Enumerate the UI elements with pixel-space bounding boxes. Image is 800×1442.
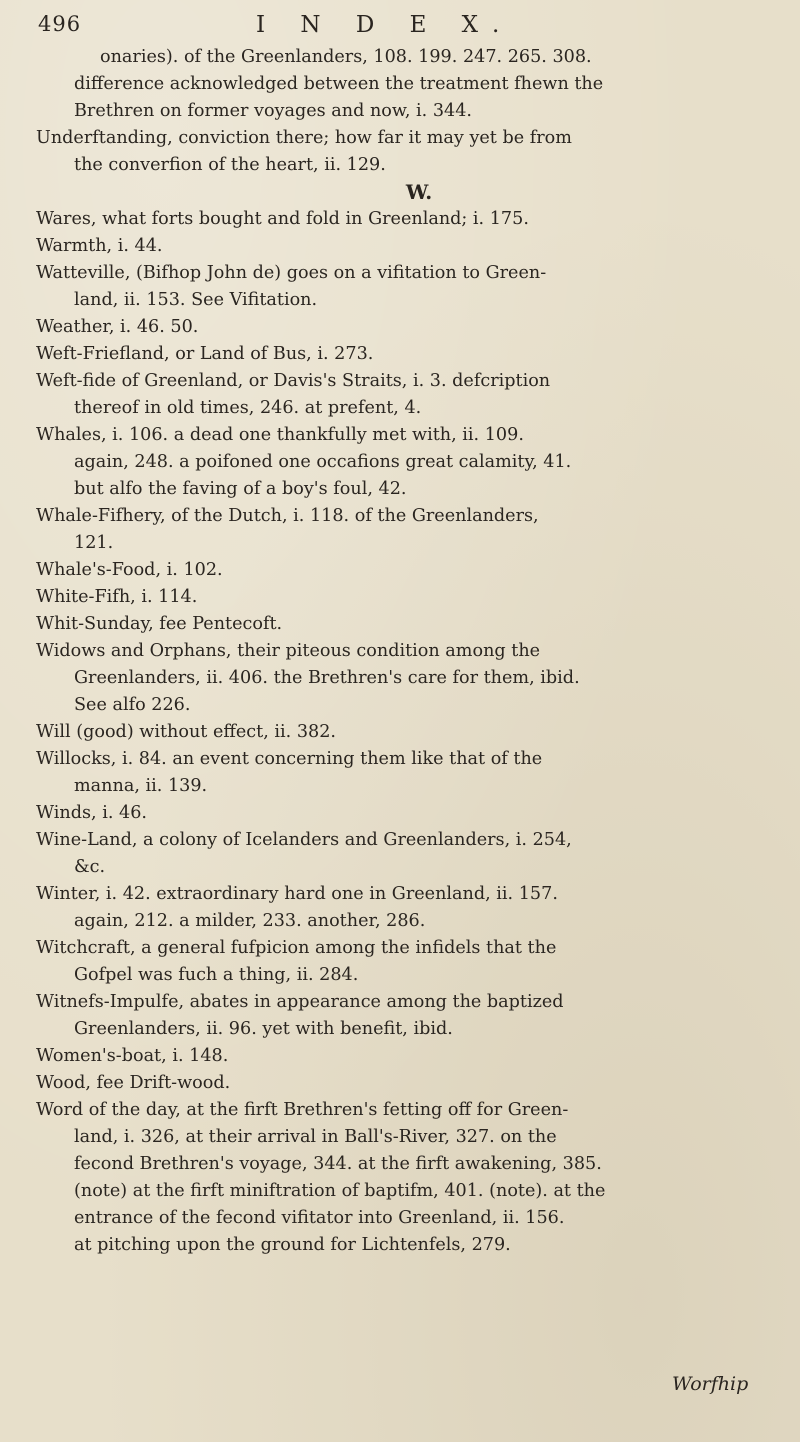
index-entry-continuation: Brethren on former voyages and now, i. 344. (74, 101, 473, 121)
index-entry-continuation: onaries). of the Greenlanders, 108. 199. 247. 265. 308. (100, 47, 592, 67)
index-entry-continuation: again, 248. a poifoned one occafions great calamity, 41. (74, 452, 572, 472)
index-entry-continuation: at pitching upon the ground for Lichtenfels, 279. (74, 1235, 511, 1255)
index-entry: Whale-Fifhery, of the Dutch, i. 118. of the Greenlanders, (36, 506, 539, 526)
index-entry-continuation: See alfo 226. (74, 695, 191, 715)
index-entry: Weft-Friefland, or Land of Bus, i. 273. (36, 344, 374, 364)
index-entry: Whit-Sunday, fee Pentecoft. (36, 614, 283, 634)
index-entry-continuation: entrance of the fecond vifitator into Greenland, ii. 156. (74, 1208, 565, 1228)
index-entry: Watteville, (Bifhop John de) goes on a vifitation to Green- (36, 263, 547, 283)
running-head: I N D E X. (256, 12, 514, 38)
index-entry-continuation: again, 212. a milder, 233. another, 286. (74, 911, 426, 931)
index-entry-continuation: land, ii. 153. See Vifitation. (74, 290, 318, 310)
index-entry-continuation: Greenlanders, ii. 96. yet with benefit, ibid. (74, 1019, 453, 1039)
index-entry: Willocks, i. 84. an event concerning them like that of the (36, 749, 543, 769)
index-entry: Wares, what forts bought and fold in Greenland; i. 175. (36, 209, 529, 229)
index-entry: Will (good) without effect, ii. 382. (36, 722, 336, 742)
index-entry: Underftanding, conviction there; how far it may yet be from (36, 128, 572, 148)
index-entry-continuation: Greenlanders, ii. 406. the Brethren's care for them, ibid. (74, 668, 580, 688)
index-entry: Weather, i. 46. 50. (36, 317, 199, 337)
index-entry: Winter, i. 42. extraordinary hard one in Greenland, ii. 157. (36, 884, 558, 904)
catchword: Worfhip (672, 1373, 749, 1395)
index-body (36, 44, 772, 1259)
page-header (38, 12, 778, 44)
index-entry-continuation: the converfion of the heart, ii. 129. (74, 155, 386, 175)
index-entry-continuation: Gofpel was fuch a thing, ii. 284. (74, 965, 359, 985)
index-entry: Whale's-Food, i. 102. (36, 560, 223, 580)
index-entry-continuation: difference acknowledged between the treatment fhewn the (74, 74, 604, 94)
index-entry-continuation: thereof in old times, 246. at prefent, 4. (74, 398, 422, 418)
index-entry-continuation: 121. (74, 533, 114, 553)
index-entry-continuation: manna, ii. 139. (74, 776, 208, 796)
index-entry: Wine-Land, a colony of Icelanders and Greenlanders, i. 254, (36, 830, 572, 850)
index-entry: Weft-fide of Greenland, or Davis's Straits, i. 3. defcription (36, 371, 551, 391)
index-entry: White-Fifh, i. 114. (36, 587, 198, 607)
index-entry: Word of the day, at the firft Brethren's fetting off for Green- (36, 1100, 569, 1120)
index-entry-continuation: (note) at the firft miniftration of baptifm, 401. (note). at the (74, 1181, 606, 1201)
section-letter: W. (405, 180, 433, 204)
index-entry: Widows and Orphans, their piteous condition among the (36, 641, 541, 661)
page-number: 496 (38, 12, 82, 36)
index-entry-continuation: &c. (74, 857, 106, 877)
index-entry: Witnefs-Impulfe, abates in appearance among the baptized (36, 992, 564, 1012)
index-entry: Whales, i. 106. a dead one thankfully met with, ii. 109. (36, 425, 524, 445)
index-entry: Wood, fee Drift-wood. (36, 1073, 231, 1093)
index-entry: Witchcraft, a general fufpicion among the infidels that the (36, 938, 557, 958)
index-entry: Warmth, i. 44. (36, 236, 163, 256)
index-entry-continuation: fecond Brethren's voyage, 344. at the firft awakening, 385. (74, 1154, 602, 1174)
index-entry-continuation: but alfo the faving of a boy's foul, 42. (74, 479, 407, 499)
index-entry: Women's-boat, i. 148. (36, 1046, 229, 1066)
index-entry: Winds, i. 46. (36, 803, 148, 823)
index-entry-continuation: land, i. 326, at their arrival in Ball's-River, 327. on the (74, 1127, 557, 1147)
